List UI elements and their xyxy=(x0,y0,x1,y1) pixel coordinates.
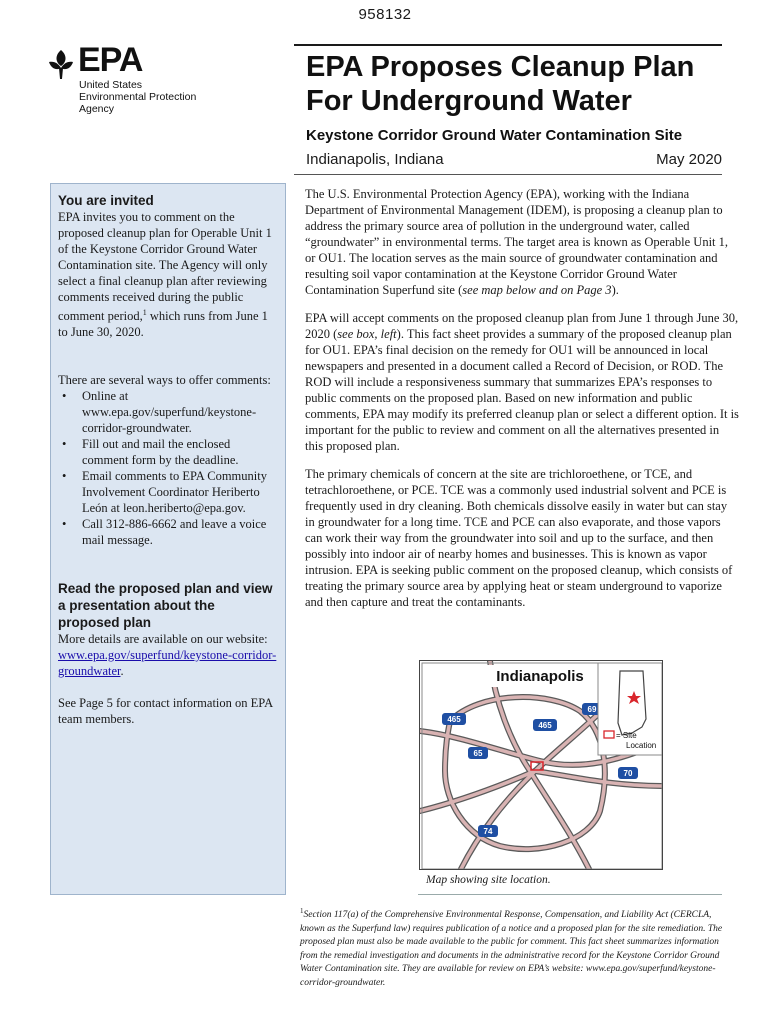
title-rule xyxy=(294,44,722,46)
project-website-link[interactable]: www.epa.gov/superfund/keystone-corridor-groundwater xyxy=(58,648,277,679)
subtitle-rule xyxy=(294,174,722,175)
epa-logo xyxy=(46,41,226,116)
ways-intro: There are several ways to offer comments: xyxy=(58,373,271,388)
publication-date: May 2020 xyxy=(656,151,722,168)
comment-methods-list xyxy=(60,388,278,548)
legend-label: = Site xyxy=(616,731,637,740)
document-number: 958132 xyxy=(358,6,412,23)
legend-label-2: Location xyxy=(626,741,657,750)
map-title: Indianapolis xyxy=(496,668,584,685)
svg-text:465: 465 xyxy=(538,721,552,730)
intro-paragraph: The U.S. Environmental Protection Agency (EPA), working with the Indiana Department of Environmental Management (IDEM), is proposing a cleanup plan to address the primary source area of pollution in the underground water, called “groundwater” in environmental terms. The target area is known as Operable Unit 1, or OU1. The location serves as the main source of groundwater contamination and resulting soil vapor contamination at the Keystone Corridor Ground Water Contamination Superfund site (see map below and on Page 3). xyxy=(305,187,729,297)
list-item: • Email comments to EPA Community Involvement Coordinator Heriberto León at leon.heriberto@epa.gov. xyxy=(60,468,278,516)
list-item: • Call 312-886-6662 and leave a voice mail message. xyxy=(60,516,278,548)
invite-text: EPA invites you to comment on the proposed cleanup plan for Operable Unit 1 of the Keystone Corridor Ground Water Contamination site. The Agency will only select a final cleanup plan after reviewing comments received during the public comment period,$^1$ which runs from June 1 to June 30, 2020. xyxy=(58,210,272,340)
footnote: $^1$Section 117(a) of the Comprehensive Environmental Response, Compensation, and Liability Act (CERCLA, known as the Superfund law) requires publication of a notice and a proposed plan for the site remediation. The proposed plan must also be made available to the public for comment. This fact sheet summarizes information from the remedial investigation and documents in the administrative record for the Keystone Corridor Ground Water Contamination site. They are available for review on EPA’s website: www.epa.gov/superfund/keystone-corridor-groundwater. xyxy=(300,907,723,988)
svg-text:69: 69 xyxy=(587,705,597,714)
interstate-shield-465-west xyxy=(442,713,466,725)
interstate-shield-74 xyxy=(478,825,498,837)
contact-text: See Page 5 for contact information on EPA team members. xyxy=(58,696,273,727)
svg-text:70: 70 xyxy=(623,769,633,778)
epa-org-name: United States Environmental Protection Agency xyxy=(79,79,197,115)
interstate-shield-465-east xyxy=(533,719,557,731)
site-location-map xyxy=(419,660,663,870)
svg-text:465: 465 xyxy=(447,715,461,724)
svg-text:74: 74 xyxy=(483,827,493,836)
svg-text:65: 65 xyxy=(473,749,483,758)
list-item: • Fill out and mail the enclosed comment form by the deadline. xyxy=(60,436,278,468)
invite-heading: You are invited xyxy=(58,193,154,208)
interstate-shield-65 xyxy=(468,747,488,759)
map-caption: Map showing site location. xyxy=(426,874,551,886)
page-title: EPA Proposes Cleanup Plan For Underground Water xyxy=(306,51,695,117)
read-plan-text: More details are available on our website: xyxy=(58,632,268,647)
invitation-sidebar: You are invited EPA invites you to comment on the proposed cleanup plan for Operable Unit 1 of the Keystone Corridor Ground Water Contamination site. The Agency will only select a final cleanup plan after reviewing comments received during the public comment period,$^1$ which runs from June 1 to June 30, 2020. There are several ways to offer comments: • Online at www.epa.gov/superfund/keystone-corridor-groundwater. • Fill out and mail the enclosed comment form by the deadline. • Email comments to EPA Community Involvement Coordinator Heriberto León at leon.heriberto@epa.gov. • Call 312-886-6662 and leave a voice mail message. Read the proposed plan and view a presentation about the proposed plan More details are available on our website: www.epa.gov/superfund/keystone-corridor-groundwater. See Page 5 for contact information on EPA team members. xyxy=(50,183,286,895)
chemicals-paragraph: The primary chemicals of concern at the site are trichloroethene, or TCE, and tetrachloroethene, or PCE. TCE was a commonly used industrial solvent and PCE is frequently used in dry cleaning. Both chemicals dissolve easily in water but can stay in groundwater for a long time. TCE and PCE can also evaporate, and those vapors can work their way from the groundwater into soil and up to the surface, and then possibly into indoor air of nearby homes and businesses. This is known as vapor intrusion. EPA is seeking public comment on the proposed cleanup, which consists of treating the primary source area by applying heat or steam underground to vaporize and then capture and treat the contaminants. xyxy=(305,467,733,609)
epa-flower-icon xyxy=(46,48,76,80)
epa-wordmark: EPA xyxy=(78,41,143,79)
site-name: Keystone Corridor Ground Water Contamination Site xyxy=(306,127,683,144)
map-graphic xyxy=(420,661,663,870)
footnote-rule xyxy=(418,894,722,895)
read-plan-heading: Read the proposed plan and view a presentation about the proposed plan xyxy=(58,581,273,631)
main-body xyxy=(305,186,739,622)
list-item: • Online at www.epa.gov/superfund/keystone-corridor-groundwater. xyxy=(60,388,278,436)
comment-period-paragraph: EPA will accept comments on the proposed cleanup plan from June 1 through June 30, 2020 (see box, left). This fact sheet provides a summary of the proposed cleanup plan for OU1. EPA’s final decision on the remedy for OU1 will be announced in local newspapers and presented in a document called a Record of Decision, or ROD. The ROD will include a responsiveness summary that summarizes EPA’s responses to public comments on the proposed plan. Based on new information and public comments, EPA may modify its preferred cleanup plan or select a different option. It is important for the public to review and comment on all the alternatives presented in this proposed plan. xyxy=(305,311,739,453)
interstate-shield-70 xyxy=(618,767,638,779)
site-location: Indianapolis, Indiana xyxy=(306,151,444,168)
footnote-ref: 1 xyxy=(142,308,147,317)
